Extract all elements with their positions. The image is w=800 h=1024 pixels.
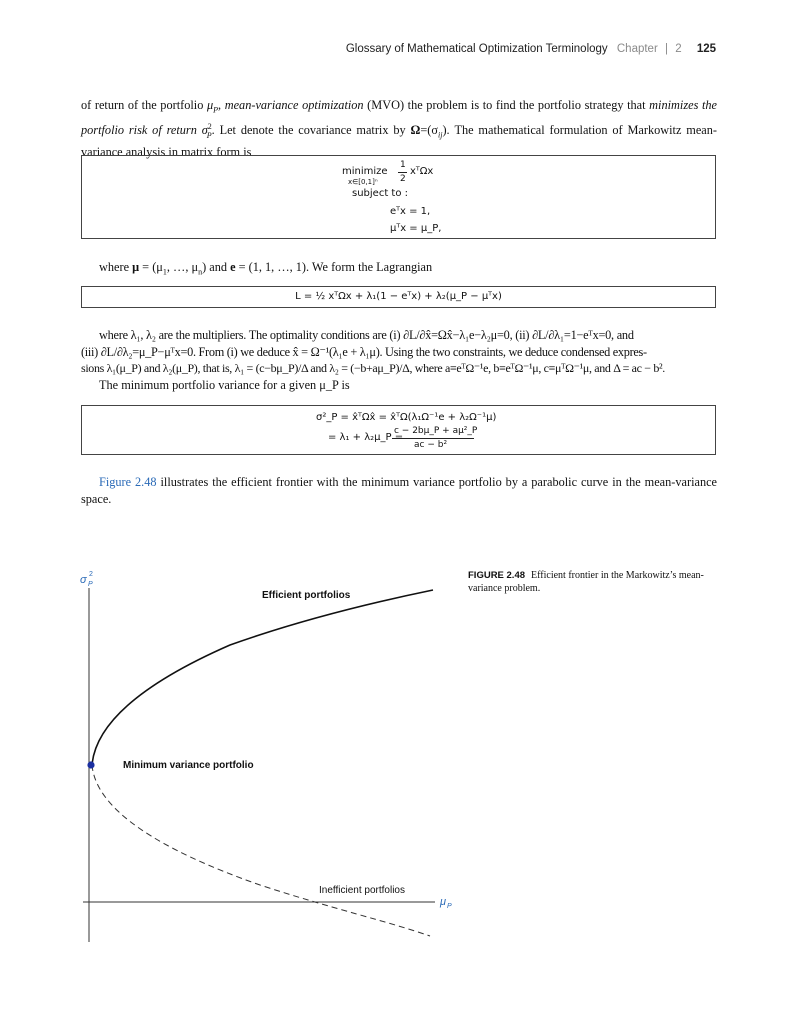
figure-caption: [468, 569, 718, 595]
intro-mu: μ: [206, 98, 214, 112]
where-mu: μ: [132, 260, 140, 274]
x-axis-label-sub: P: [447, 903, 452, 910]
intro-text-5: =(σ: [420, 123, 438, 138]
variance-equation-2-prefix: = λ₁ + λ₂μ_P =: [328, 432, 404, 443]
intro-mvo-term: mean-variance optimization: [224, 98, 364, 112]
inefficient-portfolios-label: Inefficient portfolios: [319, 885, 405, 896]
where-text-3: , …, μ: [166, 260, 199, 274]
x-axis-label: μ: [440, 896, 447, 908]
intro-sigma-sup: 2: [207, 121, 212, 131]
objective-frac-num: 1: [400, 160, 406, 170]
variance-equation-1: σ²_P = x̂ᵀΩx̂ = x̂ᵀΩ(λ₁Ω⁻¹e + λ₂Ω⁻¹μ): [316, 412, 497, 423]
figure-caption-text: Efficient frontier in the Markowitz’s mean-variance problem.: [468, 570, 704, 594]
subject-to-label: subject to :: [352, 188, 409, 199]
chapter-number: 2: [675, 43, 682, 55]
where-text-2: = (μ: [139, 260, 163, 274]
variance-frac-num: c − 2bμ_P + aμ²_P: [394, 426, 478, 436]
optimality-line-1: where λ₁, λ₂ are the multipliers. The optimality conditions are (i) ∂L/∂x̂=Ωx̂−λ₁e−λ₂μ=0, (ii) ∂L/∂λ₁=1−eᵀx=0, and: [99, 328, 634, 342]
header-separator: |: [665, 43, 668, 55]
minimum-variance-label: Minimum variance portfolio: [123, 760, 254, 771]
efficient-portfolios-label: Efficient portfolios: [262, 590, 351, 601]
intro-sigma-sub: P: [206, 130, 212, 140]
intro-text-2: ,: [218, 98, 225, 112]
optimality-line-4: The minimum portfolio variance for a given μ_P is: [99, 377, 350, 392]
efficient-frontier-curve: [92, 590, 433, 765]
objective-expression: xᵀΩx: [410, 166, 434, 177]
minimum-variance-point: [87, 761, 94, 768]
y-axis-label-sup: 2: [89, 571, 93, 578]
where-text-4: ) and: [202, 260, 231, 274]
chapter-label: Chapter: [616, 43, 658, 55]
intro-text-1: of return of the portfolio: [81, 98, 207, 112]
intro-omega: Ω: [410, 123, 421, 138]
intro-text-4: . Let denote the covariance matrix by: [211, 123, 411, 138]
book-title: Glossary of Mathematical Optimization Terminology: [345, 43, 608, 55]
intro-mu-sub: P: [213, 105, 219, 115]
figure-reference-text: illustrates the efficient frontier with the minimum variance portfolio by a parabolic curve in the mean-variance space.: [81, 475, 718, 506]
where-text-1: where: [99, 260, 133, 274]
page-number: 125: [696, 43, 716, 55]
lagrangian-equation: L = ½ xᵀΩx + λ₁(1 − eᵀx) + λ₂(μ_P − μᵀx): [295, 291, 502, 302]
minimize-subscript: x∈[0,1]ⁿ: [348, 178, 378, 186]
where-text-5: = (1, 1, …, 1). We form the Lagrangian: [235, 260, 433, 274]
optimality-line-3: sions λ₁(μ_P) and λ₂(μ_P), that is, λ₁ = (c−bμ_P)/Δ and λ₂ = (−b+aμ_P)/Δ, where a≡eᵀΩ⁻¹e, b≡eᵀΩ⁻¹μ, c≡μᵀΩ⁻¹μ, and Δ = ac − b².: [81, 361, 665, 375]
intro-text-6: ). The mathematical formulation of Markowitz mean-variance analysis in matrix form is: [81, 123, 717, 159]
optimality-line-2: (iii) ∂L/∂λ₂=μ_P−μᵀx=0. From (i) we deduce x̂ = Ω⁻¹(λ₁e + λ₁μ). Using the two constraints, we deduce condensed expres-: [81, 344, 647, 359]
where-e: e: [230, 260, 236, 274]
intro-text-3: (MVO) the problem is to find the portfolio strategy that: [363, 98, 650, 112]
variance-frac-den: ac − b²: [414, 440, 448, 450]
constraint-2: μᵀx = μ_P,: [390, 223, 442, 234]
where-sub-1: 1: [162, 267, 167, 277]
intro-ij-sub: ij: [438, 130, 443, 140]
inefficient-frontier-curve: [92, 765, 430, 936]
y-axis-label: σ: [80, 574, 87, 586]
y-axis-label-sub: P: [88, 581, 93, 588]
figure-caption-label: FIGURE 2.48: [468, 570, 526, 581]
figure-link[interactable]: Figure 2.48: [99, 475, 157, 489]
constraint-1: eᵀx = 1,: [390, 206, 431, 217]
objective-frac-den: 2: [400, 174, 406, 184]
minimize-label: minimize: [342, 166, 388, 177]
where-sub-n: n: [198, 267, 203, 277]
intro-risk-term: minimizes the portfolio risk of return σ: [81, 98, 717, 138]
